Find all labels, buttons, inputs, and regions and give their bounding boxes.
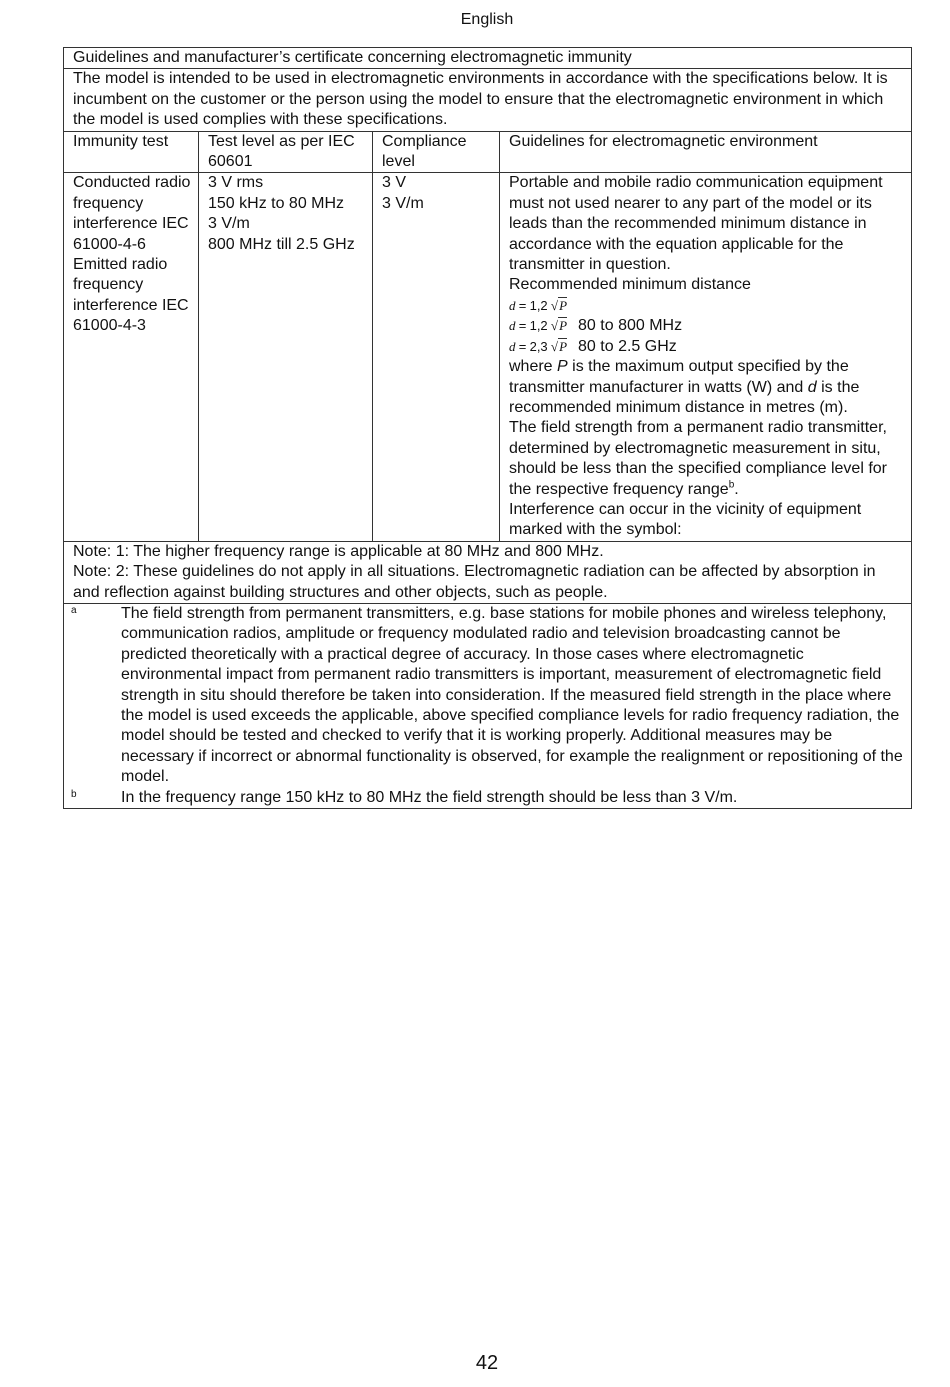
footnote-b [71, 788, 905, 808]
cell-guidelines [500, 173, 912, 541]
formula-equals: = [518, 297, 527, 313]
formula-band: 80 to 2.5 GHz [578, 337, 677, 355]
page-number: 42 [475, 1352, 499, 1374]
table-row [64, 173, 912, 541]
guidelines-intro: Portable and mobile radio communication equipment must not used nearer to any part of the model or its leads than the recommended minimum distance in accordance with the equation applicable for the transmitter in question. [509, 174, 883, 274]
test-level-line: 3 V rms [208, 174, 264, 192]
footnote-mark: b [71, 788, 77, 800]
where-text: where [509, 358, 558, 376]
immunity-test-conducted: Conducted radio frequency interference IEC 61000-4-6 [73, 174, 191, 253]
where-text: is the maximum output specified by the transmitter manufacturer in watts (W) and [509, 358, 849, 396]
where-var-d: d [807, 378, 817, 396]
formula-coefficient: 2,3 [529, 338, 548, 354]
formula-equals: = [518, 338, 527, 354]
formula-band: 80 to 800 MHz [578, 317, 683, 335]
field-strength-end: . [734, 480, 739, 498]
footnote-ref-b: b [728, 479, 735, 491]
footnote-mark: a [71, 604, 77, 616]
page-language-header: English [460, 11, 514, 28]
column-header-guidelines: Guidelines for electromagnetic environment [500, 131, 912, 173]
formula-lhs: d [509, 318, 516, 334]
column-header-immunity-test: Immunity test [64, 131, 199, 173]
table-intro: The model is intended to be used in electromagnetic environments in accordance with the specifications below. It is incumbent on the customer or the person using the model to ensure that the electromagnetic environment in which the model is used complies with these specifications. [64, 69, 912, 131]
distance-formula [509, 316, 905, 336]
formula-lhs: d [509, 338, 516, 354]
column-header-test-level: Test level as per IEC 60601 [199, 131, 373, 173]
formula-variable: P [559, 318, 567, 334]
guidelines-where [509, 357, 905, 418]
formula-coefficient: 1,2 [529, 297, 548, 313]
guidelines-recommended: Recommended minimum distance [509, 276, 751, 294]
compliance-level-line: 3 V [382, 174, 407, 192]
test-level-line: 150 kHz to 80 MHz [208, 194, 345, 212]
formula-coefficient: 1,2 [529, 318, 548, 334]
field-strength-text: The field strength from a permanent radio transmitter, determined by electromagnetic measurement in situ, should be less than the specified compliance level for the respective frequency range [509, 419, 887, 498]
footnotes-cell [64, 603, 912, 808]
where-text: is the recommended minimum distance in metres (m). [509, 378, 860, 416]
formula-lhs: d [509, 297, 516, 313]
emc-immunity-table [63, 47, 912, 809]
test-level-line: 800 MHz till 2.5 GHz [208, 235, 355, 253]
formula-equals: = [518, 318, 527, 334]
guidelines-interference: Interference can occur in the vicinity of equipment marked with the symbol: [509, 500, 862, 539]
note-2: Note: 2: These guidelines do not apply in all situations. Electromagnetic radiation can be affected by absorption in and reflection against building structures and other objects, such as people. [73, 563, 876, 601]
cell-test-level [199, 173, 373, 541]
table-title: Guidelines and manufacturer’s certificate concerning electromagnetic immunity [64, 48, 912, 69]
immunity-test-emitted: Emitted radio frequency interference IEC 61000-4-3 [73, 256, 189, 335]
notes-cell [64, 541, 912, 603]
distance-formula [509, 337, 905, 357]
sqrt-icon: √ [550, 338, 559, 354]
cell-immunity-test [64, 173, 199, 541]
where-var-p: P [557, 358, 568, 376]
table-header-row [64, 131, 912, 173]
note-1: Note: 1: The higher frequency range is applicable at 80 MHz and 800 MHz. [73, 542, 604, 560]
guidelines-field-strength [509, 418, 905, 500]
formula-variable: P [559, 297, 568, 313]
footnote-text: In the frequency range 150 kHz to 80 MHz the field strength should be less than 3 V/m. [121, 788, 738, 806]
test-level-line: 3 V/m [208, 215, 250, 233]
distance-formula [509, 296, 905, 316]
footnote-text: The field strength from permanent transmitters, e.g. base stations for mobile phones and wireless telephony, communication radios, amplitude or frequency modulated radio and television broadcasting cannot be predicted theoretically with a practical degree of accuracy. In those cases where electromagnetic environmental impact from permanent radio transmitters is important, measurement of electromagnetic field strength in situ should therefore be taken into consideration. If the measured field strength in the place where the model is used exceeds the applicable, above specified compliance levels for radio frequency radiation, the model should be tested and checked to verify that it is working properly. Additional measures may be necessary if incorrect or abnormal functionality is observed, for example the realignment or repositioning of the model. [121, 604, 903, 786]
column-header-compliance-level: Compliance level [373, 131, 500, 173]
compliance-level-line: 3 V/m [382, 194, 424, 212]
footnote-a [71, 604, 905, 788]
formula-variable: P [559, 338, 567, 354]
sqrt-icon: √ [550, 297, 559, 313]
cell-compliance-level [373, 173, 500, 541]
sqrt-icon: √ [550, 318, 559, 334]
